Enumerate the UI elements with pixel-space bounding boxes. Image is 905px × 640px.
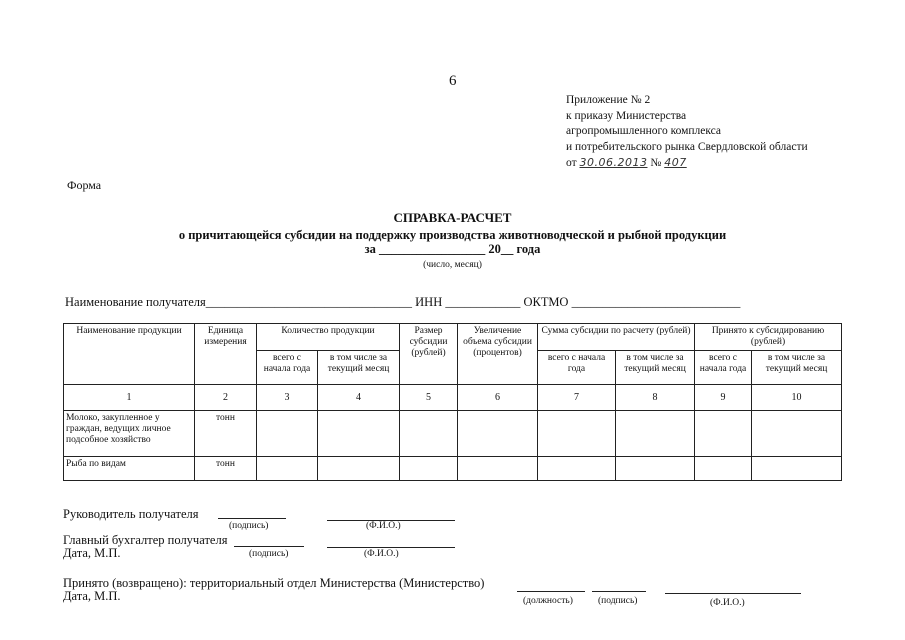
signature-line [592,591,646,592]
accepted-label: Принято (возвращено): территориальный отдел Министерства (Министерство) [63,576,485,590]
row-unit: тонн [195,411,257,457]
accountant-label: Главный бухгалтер получателя [63,533,228,547]
table-cell [318,411,400,457]
handwritten-number: 407 [664,156,687,169]
table-cell [752,457,842,481]
signature-line [234,546,304,547]
table-cell [400,457,458,481]
date-stamp-label: Дата, М.П. [63,546,121,560]
appendix-line-4: и потребительского рынка Свердловской области [566,140,808,153]
header-sum-month: в том числе за текущий месяц [616,351,695,385]
document-period: за _________________ 20__ года [364,242,541,256]
column-number: 9 [695,385,752,411]
header-subsidy-size: Размер субсидии (рублей) [400,324,458,385]
appendix-block [566,93,808,172]
table-cell [257,457,318,481]
signature-hint: (подпись) [249,549,289,559]
handwritten-date: 30.06.2013 [579,156,648,169]
column-number: 6 [458,385,538,411]
table-cell [538,457,616,481]
page-number: 6 [449,73,457,89]
column-number: 2 [195,385,257,411]
signature-line [218,518,286,519]
table-row [64,457,842,481]
name-hint: (Ф.И.О.) [366,521,401,531]
table-cell [458,457,538,481]
header-accepted-total: всего с начала года [695,351,752,385]
header-sum-total: всего с начала года [538,351,616,385]
header-accepted: Принято к субсидированию (рублей) [695,324,842,351]
form-label: Форма [67,178,102,192]
recipient-line: Наименование получателя_________________________________ ИНН ____________ ОКТМО ___________________________ [65,295,741,309]
table-cell [400,411,458,457]
table-cell [616,457,695,481]
name-hint: (Ф.И.О.) [710,598,745,608]
table-cell [458,411,538,457]
header-accepted-month: в том числе за текущий месяц [752,351,842,385]
signature-hint: (подпись) [598,596,638,606]
header-increase: Увеличение объема субсидии (процентов) [458,324,538,385]
appendix-line-2: к приказу Министерства [566,109,687,122]
row-unit: тонн [195,457,257,481]
header-product: Наименование продукции [64,324,195,385]
column-number: 8 [616,385,695,411]
header-quantity: Количество продукции [257,324,400,351]
position-line [517,591,585,592]
table-cell [616,411,695,457]
period-hint: (число, месяц) [423,260,482,270]
column-number: 3 [257,385,318,411]
document-subtitle: о причитающейся субсидии на поддержку производства животноводческой и рыбной продукции [178,228,727,242]
column-number: 4 [318,385,400,411]
row-product: Рыба по видам [64,457,195,481]
column-number: 10 [752,385,842,411]
table-cell [752,411,842,457]
appendix-date-line [566,155,808,172]
header-unit: Единица измерения [195,324,257,385]
subsidy-table [63,323,842,481]
row-product: Молоко, закупленное у граждан, ведущих личное подсобное хозяйство [64,411,195,457]
table-row [64,411,842,457]
signature-hint: (подпись) [229,521,269,531]
table-cell [318,457,400,481]
appendix-line-3: агропромышленного комплекса [566,125,722,137]
date-prefix: от [566,157,577,169]
header-sum-calc: Сумма субсидии по расчету (рублей) [538,324,695,351]
header-quantity-total: всего с начала года [257,351,318,385]
position-hint: (должность) [523,596,573,606]
date-stamp-label: Дата, М.П. [63,589,121,603]
appendix-line-1: Приложение № 2 [566,94,651,106]
name-line [665,593,801,594]
header-quantity-month: в том числе за текущий месяц [318,351,400,385]
column-number: 1 [64,385,195,411]
table-cell [538,411,616,457]
table-cell [695,457,752,481]
head-label: Руководитель получателя [63,507,199,521]
column-number: 5 [400,385,458,411]
name-hint: (Ф.И.О.) [364,549,399,559]
table-cell [257,411,318,457]
document-title: СПРАВКА-РАСЧЕТ [393,210,512,225]
name-line [327,547,455,548]
table-cell [695,411,752,457]
number-prefix: № [650,157,662,169]
column-number: 7 [538,385,616,411]
